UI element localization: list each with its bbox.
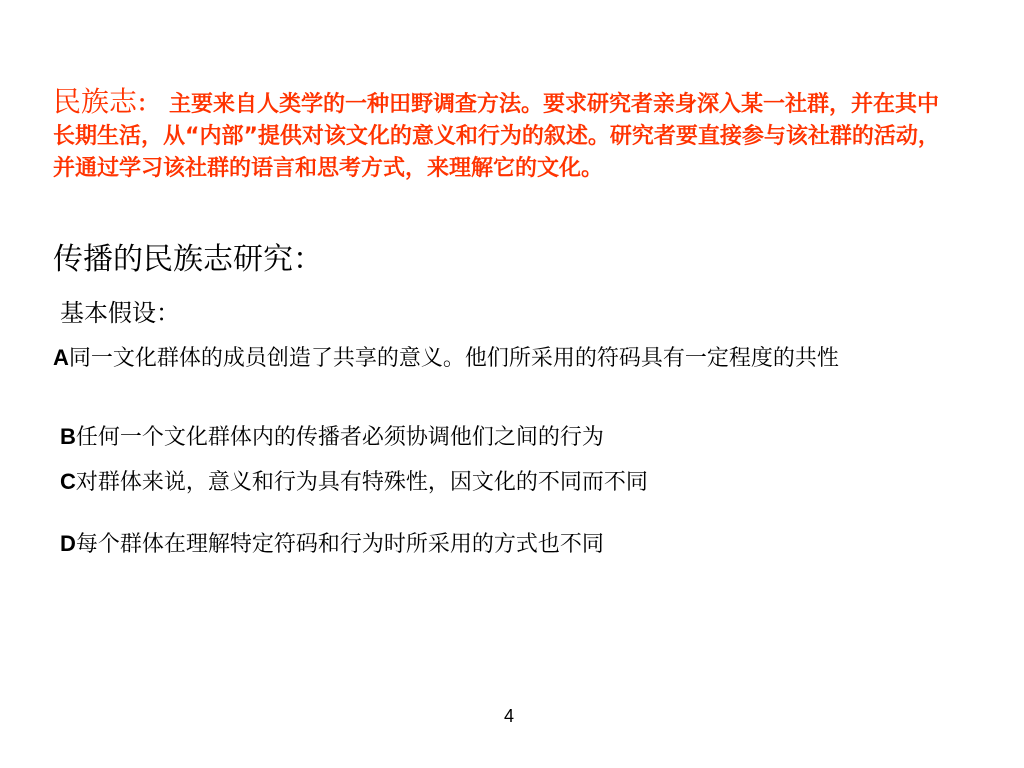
definition-term: 民族志 [53,85,138,118]
assumption-item-b [60,421,940,453]
item-marker: B [60,424,76,449]
definition-paragraph [53,86,953,185]
definition-colon: ： [137,92,160,117]
assumption-item-a [53,342,953,374]
item-text: 对群体来说，意义和行为具有特殊性，因文化的不同而不同 [75,470,648,495]
item-marker: C [60,469,76,494]
item-text: 每个群体在理解特定符码和行为时所采用的方式也不同 [75,532,604,557]
item-text: 任何一个文化群体内的传播者必须协调他们之间的行为 [75,425,604,450]
section-title: 传播的民族志研究： [53,242,323,277]
item-marker: A [53,345,69,370]
page-number: 4 [504,706,515,726]
definition-text: 主要来自人类学的一种田野调查方法。要求研究者亲身深入某一社群，并在其中长期生活，从“内部”提供对该文化的意义和行为的叙述。研究者要直接参与该社群的活动，并通过学习该社群的语言和思考方式，来理解它的文化。 [53,92,940,181]
assumption-item-c [60,466,940,498]
item-text: 同一文化群体的成员创造了共享的意义。他们所采用的符码具有一定程度的共性 [68,346,839,371]
assumption-item-d [60,528,940,560]
item-marker: D [60,531,76,556]
subheading: 基本假设： [60,299,180,327]
